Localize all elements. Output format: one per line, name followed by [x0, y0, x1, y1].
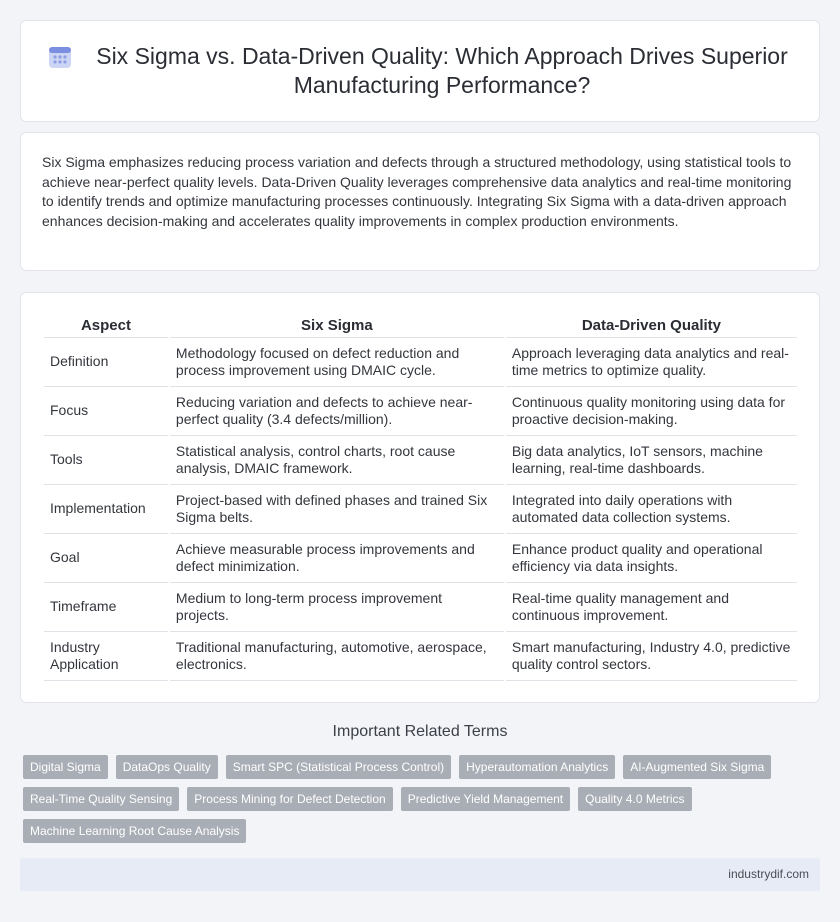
table-row — [44, 338, 797, 387]
table-row — [44, 436, 797, 485]
intro-paragraph: Six Sigma emphasizes reducing process variation and defects through a structured methodology, using statistical tools to achieve near-perfect quality levels. Data-Driven Quality leverages comprehensive data analytics and real-time monitoring to identify trends and optimize manufacturing processes continuously. Integrating Six Sigma with a data-driven approach enhances decision-making and accelerates quality improvements in complex production environments. — [42, 154, 792, 229]
related-term-tag[interactable]: Process Mining for Defect Detection — [187, 787, 392, 811]
column-header-data-driven-quality: Data-Driven Quality — [506, 313, 797, 338]
comparison-card — [20, 292, 820, 703]
aspect-cell: Focus — [44, 387, 168, 436]
related-term-tag[interactable]: Hyperautomation Analytics — [459, 755, 615, 779]
aspect-cell: Definition — [44, 338, 168, 387]
related-term-tag[interactable]: Digital Sigma — [23, 755, 108, 779]
related-term-tag[interactable]: AI-Augmented Six Sigma — [623, 755, 771, 779]
data-driven-cell: Smart manufacturing, Industry 4.0, predictive quality control sectors. — [506, 632, 797, 681]
related-term-tag[interactable]: Real-Time Quality Sensing — [23, 787, 179, 811]
data-driven-cell: Real-time quality management and continuous improvement. — [506, 583, 797, 632]
six-sigma-cell: Achieve measurable process improvements and defect minimization. — [170, 534, 504, 583]
related-term-tag[interactable]: Machine Learning Root Cause Analysis — [23, 819, 246, 843]
six-sigma-cell: Reducing variation and defects to achieve near-perfect quality (3.4 defects/million). — [170, 387, 504, 436]
title-card — [20, 20, 820, 122]
comparison-table — [42, 313, 799, 681]
data-driven-cell: Big data analytics, IoT sensors, machine learning, real-time dashboards. — [506, 436, 797, 485]
calendar-grid-icon — [47, 44, 73, 70]
aspect-cell: Tools — [44, 436, 168, 485]
intro-card — [20, 132, 820, 271]
related-term-tag[interactable]: Predictive Yield Management — [401, 787, 570, 811]
six-sigma-cell: Methodology focused on defect reduction and process improvement using DMAIC cycle. — [170, 338, 504, 387]
six-sigma-cell: Medium to long-term process improvement projects. — [170, 583, 504, 632]
data-driven-cell: Integrated into daily operations with automated data collection systems. — [506, 485, 797, 534]
table-header-row — [44, 313, 797, 338]
table-row — [44, 387, 797, 436]
data-driven-cell: Approach leveraging data analytics and real-time metrics to optimize quality. — [506, 338, 797, 387]
table-row — [44, 583, 797, 632]
six-sigma-cell: Traditional manufacturing, automotive, aerospace, electronics. — [170, 632, 504, 681]
six-sigma-cell: Project-based with defined phases and trained Six Sigma belts. — [170, 485, 504, 534]
aspect-cell: Implementation — [44, 485, 168, 534]
aspect-cell: Industry Application — [44, 632, 168, 681]
related-term-tag[interactable]: Quality 4.0 Metrics — [578, 787, 691, 811]
table-row — [44, 534, 797, 583]
aspect-cell: Goal — [44, 534, 168, 583]
footer-site-link[interactable]: industrydif.com — [728, 867, 809, 881]
column-header-six-sigma: Six Sigma — [170, 313, 504, 338]
data-driven-cell: Continuous quality monitoring using data for proactive decision-making. — [506, 387, 797, 436]
table-row — [44, 485, 797, 534]
table-row — [44, 632, 797, 681]
data-driven-cell: Enhance product quality and operational efficiency via data insights. — [506, 534, 797, 583]
six-sigma-cell: Statistical analysis, control charts, root cause analysis, DMAIC framework. — [170, 436, 504, 485]
related-terms-heading: Important Related Terms — [332, 723, 508, 740]
page-title: Six Sigma vs. Data-Driven Quality: Which Approach Drives Superior Manufacturing Performance? — [96, 43, 788, 98]
related-terms-list — [23, 755, 813, 843]
related-term-tag[interactable]: DataOps Quality — [116, 755, 218, 779]
column-header-aspect: Aspect — [44, 313, 168, 338]
footer — [20, 858, 820, 891]
related-term-tag[interactable]: Smart SPC (Statistical Process Control) — [226, 755, 451, 779]
aspect-cell: Timeframe — [44, 583, 168, 632]
